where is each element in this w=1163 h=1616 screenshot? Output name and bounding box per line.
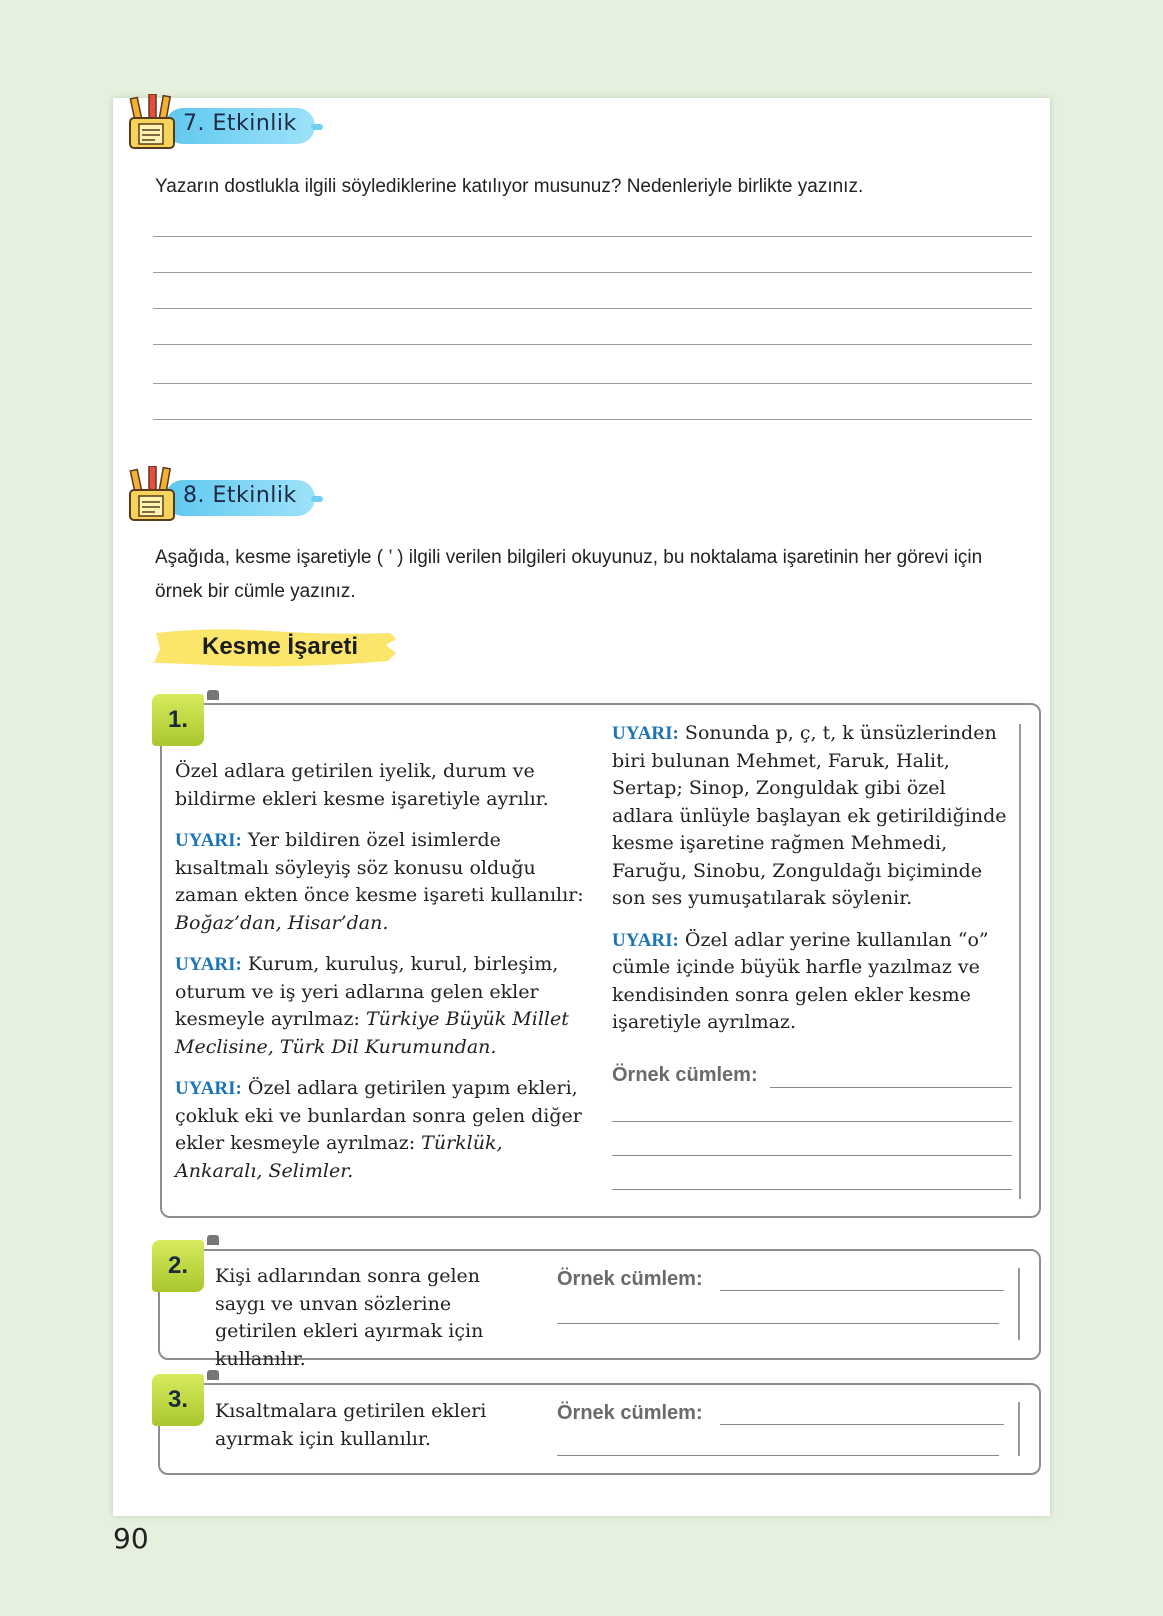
rule-3-text: Kısaltmalara getirilen ekleri ayırmak için kullanılır.: [215, 1400, 487, 1450]
card-3-example-label: Örnek cümlem:: [557, 1402, 703, 1424]
warning-5-text: Özel adlar yerine kullanılan “o” cümle içinde büyük harfle yazılmaz ve kendisinden sonra gelen ekler kesme işaretiyle ayrılmaz.: [612, 928, 989, 1033]
kesme-isareti-banner: [150, 625, 400, 671]
activity-7-prompt: Yazarın dostlukla ilgili söylediklerine katılıyor musunuz? Nedenleriyle birlikte yazınız.: [155, 176, 864, 197]
card-1-number: 1.: [152, 694, 204, 746]
warning-label: UYARI:: [175, 1078, 242, 1099]
card-3-tab-notch: [207, 1370, 219, 1380]
warning-label: UYARI:: [612, 929, 679, 951]
card-1-example-line-1[interactable]: [770, 1087, 1012, 1088]
card-1-example-line-2[interactable]: [612, 1121, 1012, 1122]
warning-1-example: Boğaz’dan, Hisar’dan.: [175, 911, 389, 934]
rule-1-text: Özel adlara getirilen iyelik, durum ve bildirme ekleri kesme işaretiyle ayrılır.: [175, 760, 549, 810]
card-2-example-line-2[interactable]: [557, 1323, 999, 1324]
card-2-tab-notch: [207, 1235, 219, 1245]
card-1-left-column: [175, 758, 593, 1199]
activity-8-header: [127, 466, 327, 526]
banner-title: Kesme İşareti: [202, 633, 359, 660]
card-3-example-line-2[interactable]: [557, 1455, 999, 1456]
answer-line-3[interactable]: [153, 308, 1032, 309]
rule-2-text: Kişi adlarından sonra gelen saygı ve unvan sözlerine getirilen ekleri ayırmak için kullanılır.: [215, 1265, 484, 1370]
activity-7-header: [127, 94, 327, 154]
card-1-example-line-3[interactable]: [612, 1155, 1012, 1156]
warning-4-text: Sonunda p, ç, t, k ünsüzlerinden biri bulunan Mehmet, Faruk, Halit, Sertap; Sinop, Zonguldak gibi özel adlara ünlüyle başlayan ek getirildiğinde kesme işaretine rağmen Mehmedi, Faruğu, Sinobu, Zonguldağı biçiminde son ses yumuşatılarak söylenir.: [612, 722, 1007, 909]
warning-label: UYARI:: [175, 830, 242, 851]
card-3-divider: [1018, 1402, 1020, 1456]
warning-label: UYARI:: [612, 723, 679, 744]
answer-line-4[interactable]: [153, 344, 1032, 345]
activity-7-title: 7. Etkinlik: [183, 111, 297, 136]
card-2-example-line-1[interactable]: [720, 1290, 1004, 1291]
warning-label: UYARI:: [175, 954, 242, 975]
pencil-cup-icon: [127, 94, 187, 154]
card-1-example-label: Örnek cümlem:: [612, 1064, 758, 1086]
answer-line-5[interactable]: [153, 383, 1032, 384]
card-1-tab-notch: [207, 690, 219, 700]
warning-5: [612, 927, 1007, 1037]
warning-1: [175, 827, 593, 937]
card-3-example-line-1[interactable]: [720, 1424, 1004, 1425]
card-2-divider: [1018, 1268, 1020, 1340]
card-1-divider: [1019, 724, 1021, 1199]
warning-3-text: Özel adlara getirilen yapım ekleri, çokluk eki ve bunlardan sonra gelen diğer ekler kesmeyle ayrılmaz:: [175, 1077, 582, 1154]
card-1-example-line-4[interactable]: [612, 1189, 1012, 1190]
pencil-cup-icon: [127, 466, 187, 526]
warning-2-text: Kurum, kuruluş, kurul, birleşim, oturum ve iş yeri adlarına gelen ekler kesmeyle ayrılmaz:: [175, 953, 559, 1030]
warning-2-example: Türkiye Büyük Millet Meclisine, Türk Dil Kurumundan.: [175, 1008, 569, 1058]
warning-4: [612, 720, 1007, 913]
activity-8-title: 8. Etkinlik: [183, 483, 297, 508]
card-1-right-column: [612, 720, 1007, 1051]
answer-line-1[interactable]: [153, 236, 1032, 237]
answer-line-2[interactable]: [153, 272, 1032, 273]
activity-8-prompt: Aşağıda, kesme işaretiyle ( ’ ) ilgili verilen bilgileri okuyunuz, bu noktalama işaretinin her görevi için örnek bir cümle yazınız.: [155, 547, 983, 602]
card-3-number: 3.: [152, 1374, 204, 1426]
warning-2: [175, 951, 593, 1061]
answer-line-6[interactable]: [153, 419, 1032, 420]
warning-1-text: Yer bildiren özel isimlerde kısaltmalı söyleyiş söz konusu olduğu zaman ekten önce kesme işareti kullanılır:: [175, 829, 584, 906]
card-2-number: 2.: [152, 1240, 204, 1292]
card-2-example-label: Örnek cümlem:: [557, 1268, 703, 1290]
warning-3-example: Türklük, Ankaralı, Selimler.: [175, 1132, 503, 1182]
page-number: 90: [113, 1522, 149, 1555]
warning-3: [175, 1075, 593, 1185]
